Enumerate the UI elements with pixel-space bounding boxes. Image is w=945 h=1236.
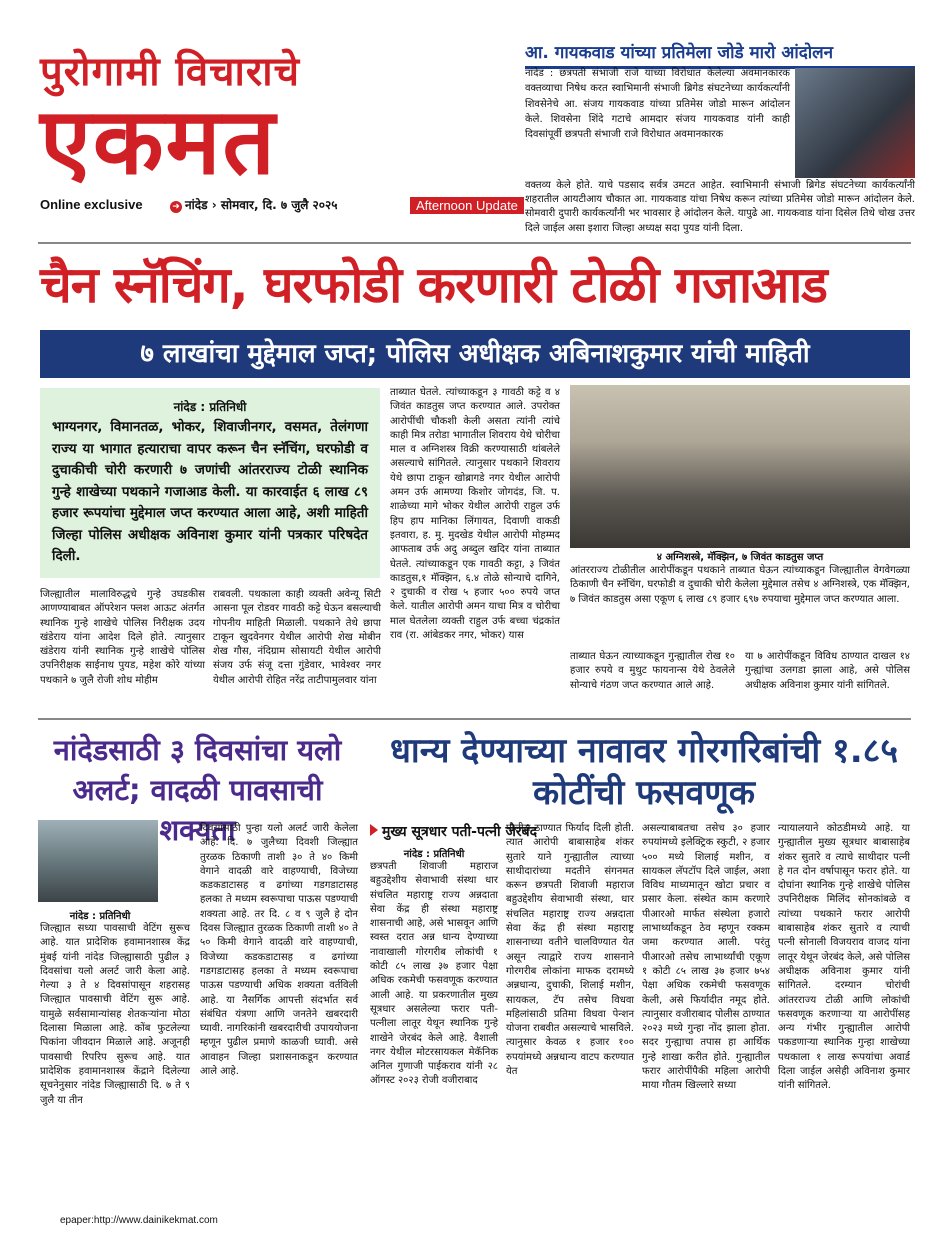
dateline-text: नांदेड › सोमवार, दि. ७ जुलै २०२५ (185, 198, 338, 212)
grain-story-col-1: छत्रपती शिवाजी महाराज बहुउद्देशीय सेवाभावी संस्था धार संचलित महाराष्ट्र राज्य अन्नदाता सेवा केंद्र ही संस्था महाराष्ट्र शासनाची आहे, असे भासवून आणि स्वस्त दरात अन्न धान्य देण्याच्या नावाखाली गोरगरीब लोकांची १ कोटी ८५ लाख ३७ हजार पेक्षा अधिक रकमेची फसवणूक करण्यात आली आहे. या प्रकरणातील मुख्य सूत्रधार असलेल्या फरार पती-पत्नीला लातूर येथून स्थानिक गुन्हे शाखेने जेरबंद केले आहे. वैशाली नगर येथील मोटरसायकल मेकॅनिक अनिल गुणाजी पाईकराव यांनी २८ ऑगस्ट २०२३ रोजी वजीराबाद (370, 861, 498, 1087)
grain-story-subhead: मुख्य सूत्रधार पती-पत्नी जेरबंद (382, 824, 538, 840)
triangle-bullet-icon (370, 824, 378, 836)
masthead-tagline: पुरोगामी विचाराचे (40, 49, 301, 95)
main-story-lead: भाग्यनगर, विमानतळ, भोकर, शिवाजीनगर, वसमत, तेलंगणा राज्य या भागात हत्याराचा वापर करून चैन स्नॅचिंग, घरफोडी व दुचाकीची चोरी करणारी ७ जणांची आंतरराज्य टोळी स्थानिक गुन्हे शाखेच्या पथकाने गजाआड केली. या कारवाईत ६ लाख ८९ हजार रूपयांचा मुद्देमाल जप्त करण्यात आला आहे, अशी माहिती जिल्हा पोलिस अधीक्षक अविनाश कुमार यांनी पत्रकार परिषदेत दिली. (52, 419, 368, 564)
rain-story-photo (38, 820, 158, 902)
online-exclusive-label: Online exclusive (40, 197, 143, 212)
main-story-photo (570, 385, 910, 548)
rain-story-col-2: दिवसांसाठी पुन्हा यलो अलर्ट जारी केलेला आहे. दि. ७ जुलैच्या दिवशी जिल्ह्यात तुरळक ठिकाणी ताशी ३० ते ४० किमी वेगाने वादळी वारे वाहण्याची, विजेच्या कडकडाटासह व ढगांच्या गडगडाटासह हलका ते मध्यम स्वरूपाचा पाऊस पडण्याची शक्यता आहे. तर दि. ८ व ९ जुलै हे दोन दिवस जिल्ह्यात तुरळक ठिकाणी ताशी ४० ते ५० किमी वेगाने वादळी वारे वाहण्याची, विजेच्या कडकडाटासह व ढगांच्या गडगडाटासह हलका ते मध्यम स्वरूपाचा पाऊस पडण्याची अधिक शक्यता वर्तविली आहे. या नैसर्गिक आपत्ती संदर्भात सर्व संबंधित यंत्रणा आणि जनतेने खबरदारी घ्यावी. नागरिकांनी खबरदारीची उपाययोजना म्हणून पुढील प्रमाणे काळजी घ्यावी. असे आवाहन जिल्हा प्रशासनाकडून करण्यात आले आहे. (200, 823, 358, 1078)
masthead-title: एकमत (40, 88, 277, 195)
rain-story-col-1: जिल्ह्यात सध्या पावसाची वेटिंग सुरूच आहे. यात प्रादेशिक हवामानशास्त्र केंद्र मुंबई यांनी नांदेड जिल्ह्यासाठी पुढील ३ दिवसांचा यलो अलर्ट जारी केला आहे. गेल्या ३ ते ४ दिवसांपासून शहरासह जिल्ह्यात पावसाची वेटिंग सुरू आहे. यामुळे सर्वसामान्यांसह शेतकऱ्यांना मोठा दिलासा मिळाला आहे. कोंब फुटलेल्या पिकांना जीवदान मिळाले आहे. अजूनही पावसाची रिपरिप सुरूच आहे. यात प्रादेशिक हवामानशास्त्र केंद्राने दिलेल्या सूचनेनुसार नांदेड जिल्ह्यासाठी दि. ७ ते ९ जुलै या तीन (40, 923, 190, 1106)
grain-story-col-2: पोलीस ठाण्यात फिर्याद दिली होती. त्यात आरोपी बाबासाहेब शंकर सुतारे याने गुन्ह्यातील त्याच्या साथीदारांच्या मदतीने संगनमत करून छत्रपती शिवाजी महाराज बहुउद्देशीय सेवाभावी संस्था, धार संचलित महाराष्ट्र राज्य अन्नदाता सेवा केंद्र ही संस्था महाराष्ट्र शासनाच्या वतीने चालविण्यात येत असून त्याद्वारे राज्य शासनाने गोरगरीब लोकांना माफक दरामध्ये अन्नधान्य, दुचाकी, शिलाई मशीन, सायकल, टॅप तसेच विधवा महिलांसाठी प्रतिमा विधवा पेन्शन योजना राबवीत असल्याचे भासविले. त्यानुसार केवळ १ हजार १०० रुपयांमध्ये अन्नधान्य वाटप करण्यात येत (506, 823, 634, 1078)
rain-story-headline: नांदेडसाठी ३ दिवसांचा यलो अलर्ट; वादळी पावसाची शक्यता (53, 733, 342, 847)
photo-text: आंतरराज्य टोळीतील आरोपींकडून पथकाने ताब्यात घेऊन त्यांच्याकडून जिल्ह्यातील वेगवेगळ्या ठिकाणी चैन स्नॅचिंग, घरफोडी व दुचाकी चोरी केलेला मुद्देमाल तसेच ४ अग्निशस्त्रे, एक मॅक्झिन, ७ जिवंत काडतुस असा एकूण ६ लाख ८९ हजार ६९७ रुपयाचा मुद्देमाल जप्त करण्यात आला. (570, 565, 910, 605)
grain-story-byline: नांदेड : प्रतिनिधी (403, 849, 465, 860)
top-story-headline: आ. गायकवाड यांच्या प्रतिमेला जोडे मारो आंदोलन (525, 40, 915, 69)
grain-story-headline: धान्य देण्याच्या नावावर गोरगरिबांची १.८५ कोटींची फसवणूक (389, 731, 898, 813)
photo-caption: ४ अग्निशस्त्रे, मॅक्झिन, ७ जिवंत काडतुस जप्त (656, 552, 824, 563)
dateline (170, 196, 338, 213)
main-story-headline: चैन स्नॅचिंग, घरफोडी करणारी टोळी गजाआड (40, 256, 827, 314)
main-story-byline: नांदेड : प्रतिनिधी (173, 400, 247, 414)
grain-story-col-4: न्यायालयाने कोठडीमध्ये आहे. या गुन्ह्यातील मुख्य सूत्रधार बाबासाहेब शंकर सुतारे व त्याचे साथीदार पत्नी हे गत दोन वर्षापासून फरार होते. या दोघांना स्थानिक गुन्हे शाखेचे पोलिस उपनिरीक्षक मिलिंद सोनकांबळे व त्यांच्या पथकाने फरार आरोपी बाबासाहेब शंकर सुतारे व त्याची पत्नी सोनाली विजयराव वाजद यांना लातूर येथून जेरबंद केले, असे पोलिस अधीक्षक अविनाश कुमार यांनी सांगितले. दरम्यान चोरांची आंतरराज्य टोळी आणि लोकांची फसवणूक करणाऱ्या या आरोपींसह अन्य गंभीर गुन्ह्यातील आरोपी पकडणाऱ्या स्थानिक गुन्हा शाखेच्या पथकाला १ लाख रूपयांचा अवार्ड दिला जाईल असेही अविनाश कुमार यांनी सांगितले. (778, 823, 910, 1092)
grain-story-col-3: असल्याबाबतचा तसेच ३० हजार रुपयांमध्ये इलेक्ट्रिक स्कुटी, २ हजार ५०० मध्ये शिलाई मशीन, व सायकल लॅपटॉप दिले जाईल, अशा विविध माध्यमातून खोटा प्रचार व प्रसार केला. संस्थेत काम करणारे पीआरओ मार्फत संस्थेला हजारो लाभार्थ्यांकडून ठेव म्हणून रक्कम जमा करण्यात आली. परंतु पीआरओ तसेच लाभार्थ्यांची एकूण १ कोटी ८५ लाख ३७ हजार ७५४ पेक्षा अधिक रकमेची फसवणूक केली, असे फिर्यादीत नमूद होते. त्यानुसार वजीराबाद पोलीस ठाण्यात २०२३ मध्ये गुन्हा नोंद झाला होता. सदर गुन्ह्याचा तपास हा आर्थिक गुन्हे शाखा करीत होते. गुन्ह्यातील फरार आरोपींपैकी महिला आरोपी माया गौतम खिल्लारे सध्या (642, 823, 770, 1092)
rain-story-byline: नांदेड : प्रतिनिधी (69, 911, 131, 922)
main-story-subhead: ७ लाखांचा मुद्देमाल जप्त; पोलिस अधीक्षक अबिनाशकुमार यांची माहिती (40, 330, 910, 378)
top-story-photo (795, 68, 915, 178)
main-story-col-5: या ७ आरोपींकडून विविध ठाण्यात दाखल १४ गुन्ह्यांचा उलगडा झाला आहे, असे पोलिस अधीक्षक अविनाश कुमार यांनी सांगितले. (745, 651, 910, 691)
top-story-body-2: वक्तव्य केले होते. याचे पडसाद सर्वत्र उमटत आहेत. स्वाभिमानी संभाजी ब्रिगेड संघटनेच्या कार्यकर्त्यांनी शहरातील आयटीआय चौकात आ. गायकवाड यांचा निषेध करून त्यांच्या प्रतिमेस जोडो मारून आंदोलन केले. सोमवारी दुपारी कार्यकर्त्यांनी भर भावसार हे आंदोलन केले. यापुढे आ. गायकवाड यांना दिसेल तिथे चोख उत्तर दिले जाईल असा इशारा जिल्हा अध्यक्ष सदा पुयड यांनी दिला. (525, 180, 915, 234)
edition-badge: Afternoon Update (410, 197, 524, 214)
divider (38, 242, 911, 244)
top-story-body-1: नांदेड : छत्रपती संभाजी राजे यांच्या विरोधात केलेल्या अवमानकारक वक्तव्याचा निषेध करत स्वाभिमानी संभाजी ब्रिगेड संघटनेच्या कार्यकर्त्यांनी शिवसेनेचे आ. संजय गायकवाड यांच्या प्रतिमेस जोडो मारून आंदोलन केले. शिवसेना शिंदे गटाचे आमदार संजय गायकवाड यांनी काही दिवसांपूर्वी छत्रपती संभाजी राजे विरोधात अवमानकारक (525, 68, 790, 141)
main-story-col-mid: ताब्यात घेतले. त्यांच्याकडून ३ गावठी कट्टे व ४ जिवंत काडतुस जप्त करण्यात आले. उपरोक्त आरोपींची चौकशी केली असता त्यांनी त्यांचे काही मित्र तरोडा भागातील शिवराय येथे चोरीचा माल व अग्निशस्त्र विक्री करण्यासाठी थांबलेले असल्याचे सांगितले. त्यानुसार पथकाने शिवराय येथे छापा टाकून खोब्रागडे नगर येथील आरोपी अमन उर्फ आमण्या किशोर जोगदंड, जि. प. शाळेच्या मागे भोकर येथील आरोपी राहुल उर्फ हिप हाप मानिका लिंगायत, दिवाणी वाकडी इतवारा, ह. मु. मुदखेड येथील आरोपी मोहम्मद आफताब उर्फ अदु अब्दुल खदिर यांना ताब्यात घेतले. त्यांच्याकडून एक गावठी कट्टा, ३ जिवंत काडतुस,१ मॅक्झिन, ६.४ तोळे सोन्याचे दागिने, २ दुचाकी व रोख ५ हजार ५०० रुपये जप्त केले. यातील आरोपी अमन याचा मित्र व चोरीचा माल घेतलेला व्यक्ती राहुल उर्फ बच्चा चंद्रकांत राव (रा. आंबेडकर नगर, भोकर) यास (390, 387, 560, 642)
divider (38, 718, 911, 720)
arrow-right-icon: ➜ (170, 201, 182, 213)
lead-box (40, 388, 380, 578)
footer-url[interactable]: epaper:http://www.dainikekmat.com (60, 1215, 218, 1226)
main-story-col-1: जिल्ह्यातील मालाविरुद्धचे गुन्हे उघडकीस आणण्याबाबत ऑपरेशन फ्लश आऊट अंतर्गत स्थानिक गुन्हे शाखेचे पोलिस निरीक्षक उदय खंडेराय यांना आदेश दिले होते. त्यानुसार खंडेराय यांनी स्थानिक गुन्हे शाखेचे पोलिस उपनिरीक्षक साईनाथ पुयड, महेश कोरे यांच्या पथकाने ७ जुलै रोजी शोध मोहीम (40, 589, 205, 686)
main-story-col-2: राबवली. पथकाला काही व्यक्ती अवेन्यू सिटी आसना पूल रोडवर गावठी कट्टे घेऊन बसल्याची गोपनीय माहिती मिळाली. पथकाने तेथे छापा टाकून खुदवेनगर येथील आरोपी शेख मोबीन शेख गौस, नंदिग्राम सोसायटी येथील आरोपी संजय उर्फ संजू दत्ता गुंडेवार, भावेश्वर नगर येथील आरोपी रोहित नरेंद्र ताटीपामुलवार यांना (213, 589, 381, 686)
main-story-col-4: ताब्यात घेऊन त्याच्याकडून गुन्ह्यातील रोख १० हजार रुपये व मुथुट फायनान्स येथे ठेवलेले सोन्याचे गंठण जप्त करण्यात आले आहे. (570, 651, 735, 691)
